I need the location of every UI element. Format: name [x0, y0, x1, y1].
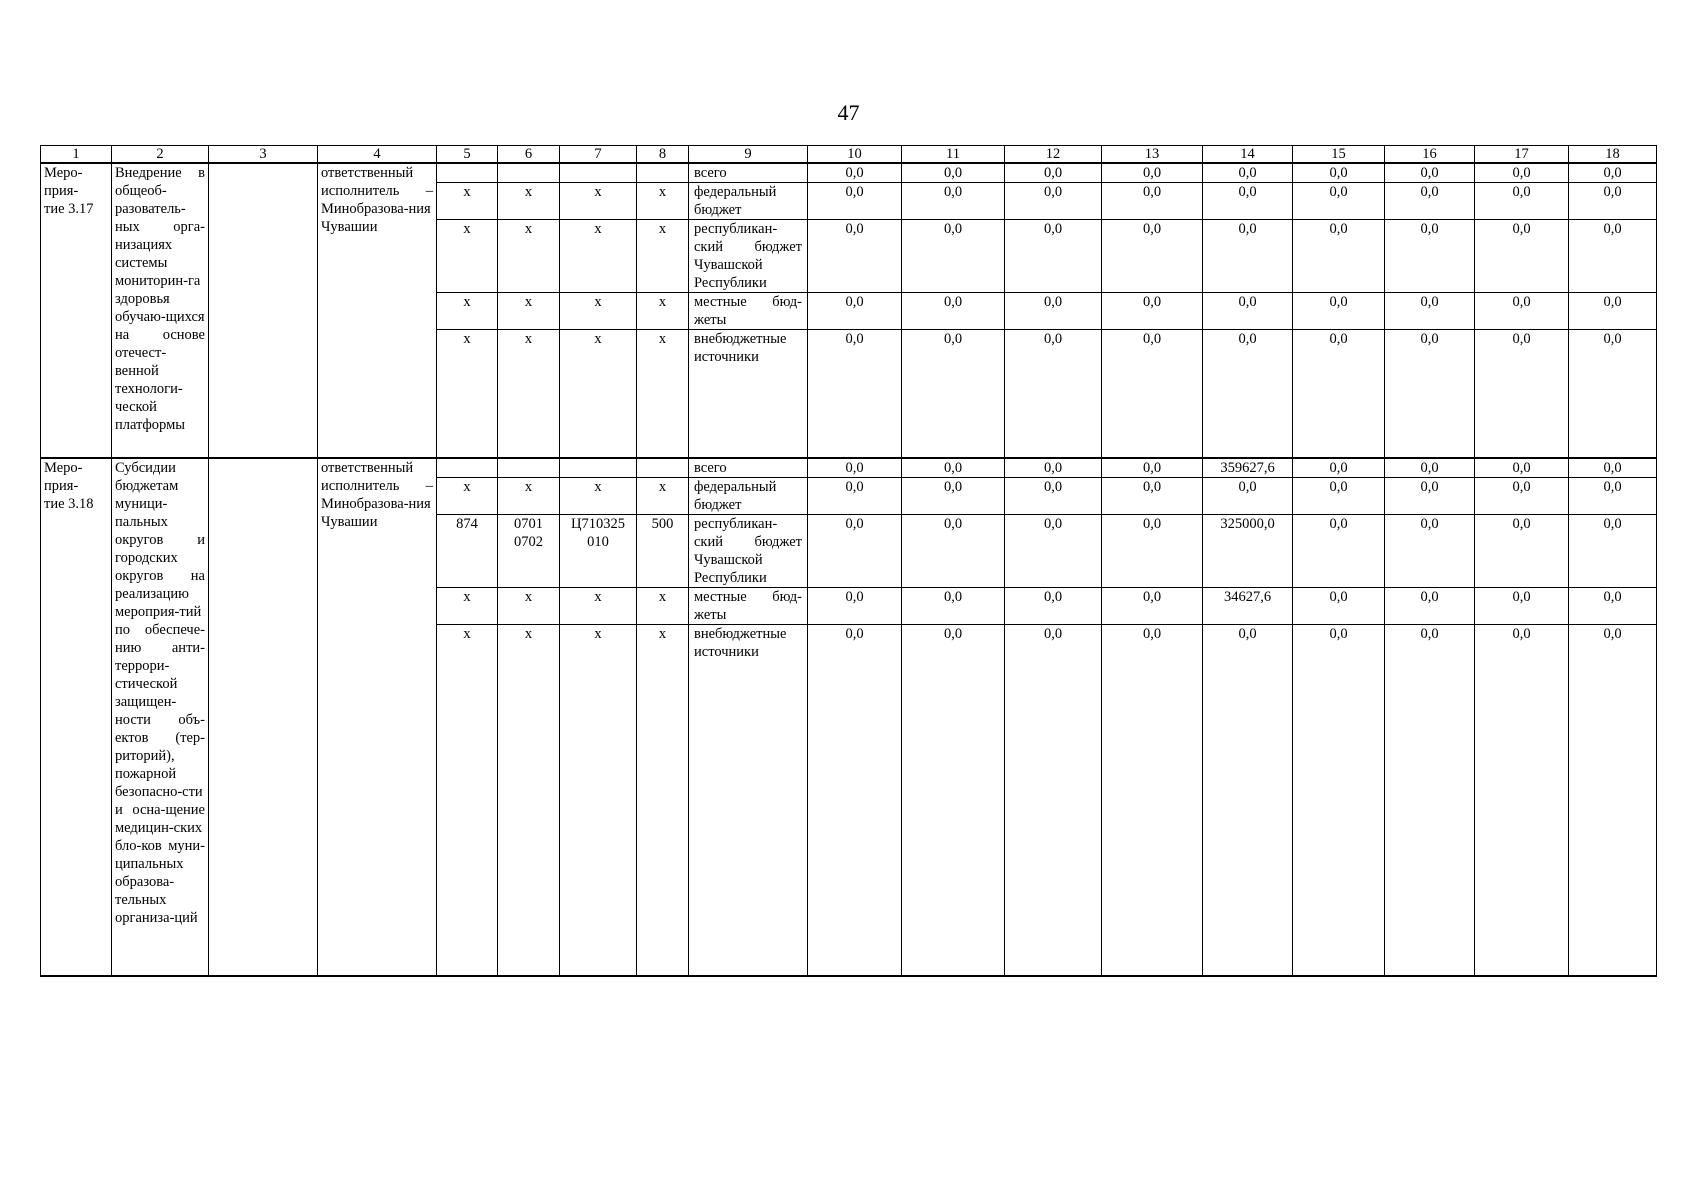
year-value-cell: 0,0 — [1475, 183, 1569, 220]
year-value-cell: 0,0 — [1005, 477, 1102, 514]
year-value-cell: 0,0 — [1005, 293, 1102, 330]
year-value-cell: 0,0 — [902, 163, 1005, 183]
year-value-cell: 0,0 — [1569, 183, 1657, 220]
year-value-cell: 0,0 — [1385, 587, 1475, 624]
funding-source-cell: внебюджетные источники — [689, 330, 808, 458]
responsible-code-cell — [209, 163, 318, 458]
year-value-cell: 0,0 — [1385, 330, 1475, 458]
year-value-cell: 0,0 — [1203, 183, 1293, 220]
budget-code-cell-c7: x — [560, 330, 637, 458]
year-value-cell: 0,0 — [1569, 587, 1657, 624]
year-value-cell: 0,0 — [1102, 220, 1203, 293]
year-value-cell: 0,0 — [1385, 458, 1475, 478]
budget-code-cell-c5: x — [437, 477, 498, 514]
year-value-cell: 0,0 — [1005, 624, 1102, 976]
year-value-cell: 0,0 — [902, 477, 1005, 514]
year-value-cell: 0,0 — [1102, 587, 1203, 624]
funding-source-cell: республикан-ский бюджет Чувашской Республики — [689, 514, 808, 587]
year-value-cell: 0,0 — [1293, 293, 1385, 330]
budget-code-cell-c8: x — [637, 330, 689, 458]
year-value-cell: 0,0 — [1475, 477, 1569, 514]
budget-table — [40, 145, 1657, 977]
year-value-cell: 0,0 — [1005, 220, 1102, 293]
budget-code-cell-c6: x — [498, 183, 560, 220]
year-value-cell: 0,0 — [902, 458, 1005, 478]
column-header-5: 5 — [437, 146, 498, 164]
year-value-cell: 34627,6 — [1203, 587, 1293, 624]
budget-code-cell-c5: x — [437, 624, 498, 976]
budget-code-cell-c8: x — [637, 293, 689, 330]
year-value-cell: 0,0 — [1005, 183, 1102, 220]
funding-source-cell: республикан-ский бюджет Чувашской Республики — [689, 220, 808, 293]
year-value-cell: 0,0 — [1102, 477, 1203, 514]
year-value-cell: 0,0 — [1005, 587, 1102, 624]
funding-source-cell: всего — [689, 163, 808, 183]
budget-code-cell-c7: x — [560, 293, 637, 330]
funding-source-cell: федеральный бюджет — [689, 477, 808, 514]
budget-code-cell-c7: x — [560, 587, 637, 624]
year-value-cell: 0,0 — [1005, 458, 1102, 478]
budget-code-cell-c6: x — [498, 293, 560, 330]
column-header-4: 4 — [318, 146, 437, 164]
year-value-cell: 0,0 — [1293, 624, 1385, 976]
budget-code-cell-c8 — [637, 458, 689, 478]
budget-code-cell-c8: x — [637, 587, 689, 624]
budget-code-cell-c6: 0701 0702 — [498, 514, 560, 587]
year-value-cell: 0,0 — [1203, 330, 1293, 458]
budget-code-cell-c7: x — [560, 183, 637, 220]
funding-source-cell: местные бюд-жеты — [689, 293, 808, 330]
year-value-cell: 0,0 — [1385, 163, 1475, 183]
column-header-1: 1 — [41, 146, 112, 164]
year-value-cell: 0,0 — [1203, 163, 1293, 183]
budget-code-cell-c5: x — [437, 183, 498, 220]
budget-code-cell-c5 — [437, 458, 498, 478]
year-value-cell: 0,0 — [1293, 163, 1385, 183]
year-value-cell: 0,0 — [1385, 293, 1475, 330]
year-value-cell: 0,0 — [1293, 183, 1385, 220]
budget-code-cell-c6: x — [498, 624, 560, 976]
year-value-cell: 0,0 — [1102, 183, 1203, 220]
budget-code-cell-c7: x — [560, 477, 637, 514]
column-header-12: 12 — [1005, 146, 1102, 164]
budget-code-cell-c8 — [637, 163, 689, 183]
event-name-cell: Субсидии бюджетам муници-пальных округов и городских округов на реализацию мероприя-тий по обеспече-нию анти-террори-стической защищен-ности объ-ектов (тер-риторий), пожарной безопасно-сти и осна-щение медицин-ских бло-ков муни-ципальных образова-тельных организа-ций — [112, 458, 209, 977]
budget-code-cell-c6 — [498, 163, 560, 183]
table-row — [41, 163, 1657, 183]
year-value-cell: 0,0 — [808, 183, 902, 220]
year-value-cell: 0,0 — [1569, 477, 1657, 514]
year-value-cell: 0,0 — [808, 514, 902, 587]
budget-code-cell-c7: x — [560, 624, 637, 976]
year-value-cell: 0,0 — [1475, 624, 1569, 976]
year-value-cell: 0,0 — [1569, 163, 1657, 183]
funding-source-cell: всего — [689, 458, 808, 478]
year-value-cell: 0,0 — [1475, 587, 1569, 624]
year-value-cell: 0,0 — [1102, 514, 1203, 587]
funding-source-cell: местные бюд-жеты — [689, 587, 808, 624]
budget-code-cell-c5: x — [437, 587, 498, 624]
budget-code-cell-c5 — [437, 163, 498, 183]
year-value-cell: 0,0 — [1102, 163, 1203, 183]
year-value-cell: 0,0 — [1385, 477, 1475, 514]
column-header-9: 9 — [689, 146, 808, 164]
year-value-cell: 0,0 — [1475, 293, 1569, 330]
table-row — [41, 458, 1657, 478]
year-value-cell: 359627,6 — [1203, 458, 1293, 478]
year-value-cell: 0,0 — [1293, 587, 1385, 624]
year-value-cell: 0,0 — [1385, 624, 1475, 976]
column-header-6: 6 — [498, 146, 560, 164]
year-value-cell: 0,0 — [902, 624, 1005, 976]
budget-code-cell-c8: x — [637, 220, 689, 293]
column-header-3: 3 — [209, 146, 318, 164]
year-value-cell: 0,0 — [1293, 220, 1385, 293]
year-value-cell: 0,0 — [1203, 220, 1293, 293]
executor-cell: ответственный исполнитель – Минобразова-ния Чувашии — [318, 458, 437, 977]
column-header-10: 10 — [808, 146, 902, 164]
budget-code-cell-c5: 874 — [437, 514, 498, 587]
year-value-cell: 0,0 — [1005, 163, 1102, 183]
year-value-cell: 0,0 — [1005, 514, 1102, 587]
year-value-cell: 0,0 — [1569, 220, 1657, 293]
year-value-cell: 0,0 — [808, 587, 902, 624]
budget-code-cell-c5: x — [437, 220, 498, 293]
budget-code-cell-c8: x — [637, 624, 689, 976]
budget-code-cell-c6: x — [498, 330, 560, 458]
column-header-11: 11 — [902, 146, 1005, 164]
year-value-cell: 0,0 — [902, 293, 1005, 330]
year-value-cell: 0,0 — [902, 220, 1005, 293]
year-value-cell: 0,0 — [1102, 458, 1203, 478]
event-block — [41, 163, 1657, 458]
year-value-cell: 0,0 — [1385, 514, 1475, 587]
budget-code-cell-c7 — [560, 163, 637, 183]
year-value-cell: 0,0 — [1293, 514, 1385, 587]
column-header-15: 15 — [1293, 146, 1385, 164]
event-block — [41, 458, 1657, 977]
budget-code-cell-c8: 500 — [637, 514, 689, 587]
year-value-cell: 0,0 — [902, 514, 1005, 587]
year-value-cell: 0,0 — [1203, 477, 1293, 514]
column-header-13: 13 — [1102, 146, 1203, 164]
year-value-cell: 0,0 — [1293, 330, 1385, 458]
year-value-cell: 0,0 — [1102, 624, 1203, 976]
column-header-7: 7 — [560, 146, 637, 164]
budget-code-cell-c8: x — [637, 477, 689, 514]
budget-code-cell-c6 — [498, 458, 560, 478]
year-value-cell: 0,0 — [1102, 330, 1203, 458]
year-value-cell: 325000,0 — [1203, 514, 1293, 587]
budget-code-cell-c7: Ц710325 010 — [560, 514, 637, 587]
year-value-cell: 0,0 — [902, 587, 1005, 624]
year-value-cell: 0,0 — [1385, 220, 1475, 293]
page-number: 47 — [837, 100, 860, 125]
year-value-cell: 0,0 — [1569, 293, 1657, 330]
column-header-16: 16 — [1385, 146, 1475, 164]
executor-cell: ответственный исполнитель – Минобразова-ния Чувашии — [318, 163, 437, 458]
budget-code-cell-c6: x — [498, 477, 560, 514]
column-header-8: 8 — [637, 146, 689, 164]
budget-code-cell-c5: x — [437, 330, 498, 458]
event-number-cell: Меро- прия- тие 3.17 — [41, 163, 112, 458]
year-value-cell: 0,0 — [808, 477, 902, 514]
year-value-cell: 0,0 — [1475, 458, 1569, 478]
year-value-cell: 0,0 — [808, 220, 902, 293]
budget-code-cell-c7: x — [560, 220, 637, 293]
year-value-cell: 0,0 — [1102, 293, 1203, 330]
year-value-cell: 0,0 — [1005, 330, 1102, 458]
year-value-cell: 0,0 — [1569, 330, 1657, 458]
budget-code-cell-c6: x — [498, 587, 560, 624]
year-value-cell: 0,0 — [1569, 624, 1657, 976]
year-value-cell: 0,0 — [1385, 183, 1475, 220]
year-value-cell: 0,0 — [1569, 458, 1657, 478]
year-value-cell: 0,0 — [902, 183, 1005, 220]
responsible-code-cell — [209, 458, 318, 977]
year-value-cell: 0,0 — [1203, 624, 1293, 976]
year-value-cell: 0,0 — [1293, 458, 1385, 478]
budget-code-cell-c6: x — [498, 220, 560, 293]
year-value-cell: 0,0 — [1475, 163, 1569, 183]
funding-source-cell: внебюджетные источники — [689, 624, 808, 976]
year-value-cell: 0,0 — [808, 293, 902, 330]
year-value-cell: 0,0 — [1293, 477, 1385, 514]
column-header-18: 18 — [1569, 146, 1657, 164]
year-value-cell: 0,0 — [808, 163, 902, 183]
year-value-cell: 0,0 — [902, 330, 1005, 458]
column-header-14: 14 — [1203, 146, 1293, 164]
budget-code-cell-c7 — [560, 458, 637, 478]
column-header-17: 17 — [1475, 146, 1569, 164]
year-value-cell: 0,0 — [808, 458, 902, 478]
budget-code-cell-c5: x — [437, 293, 498, 330]
year-value-cell: 0,0 — [808, 330, 902, 458]
year-value-cell: 0,0 — [1569, 514, 1657, 587]
event-number-cell: Меро- прия- тие 3.18 — [41, 458, 112, 977]
year-value-cell: 0,0 — [1475, 330, 1569, 458]
column-header-2: 2 — [112, 146, 209, 164]
year-value-cell: 0,0 — [1475, 514, 1569, 587]
budget-code-cell-c8: x — [637, 183, 689, 220]
event-name-cell: Внедрение в общеоб-разователь-ных орга-низациях системы мониторин-га здоровья обучаю-щихся на основе отечест-венной технологи-ческой платформы — [112, 163, 209, 458]
funding-source-cell: федеральный бюджет — [689, 183, 808, 220]
year-value-cell: 0,0 — [1475, 220, 1569, 293]
column-number-header — [41, 146, 1657, 164]
year-value-cell: 0,0 — [808, 624, 902, 976]
year-value-cell: 0,0 — [1203, 293, 1293, 330]
